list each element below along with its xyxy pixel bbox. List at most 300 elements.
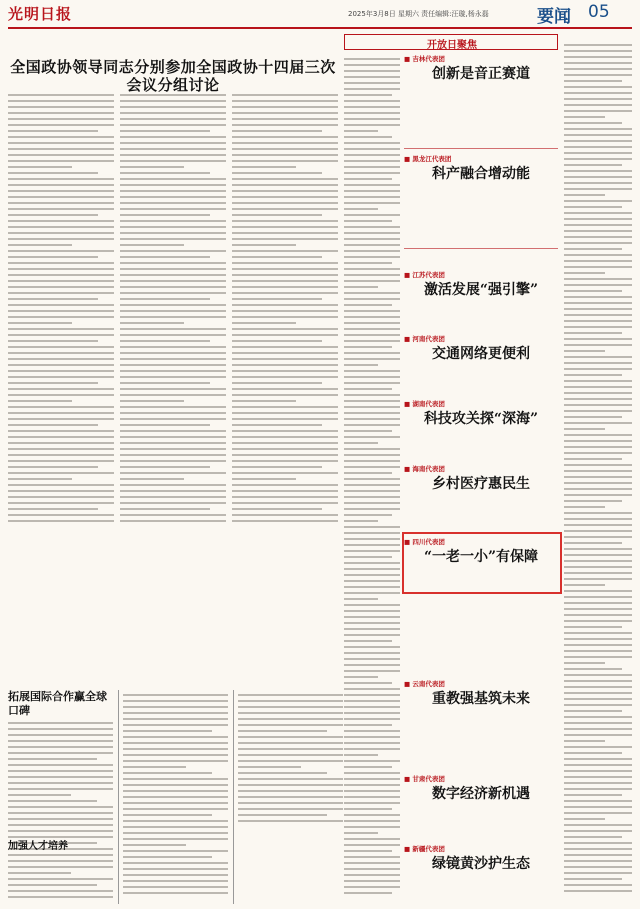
delegation-label: ■ 吉林代表团 <box>404 54 558 63</box>
newspaper-logo: 光明日报 <box>8 5 73 23</box>
text-line <box>564 824 632 826</box>
text-line <box>564 578 632 580</box>
text-line <box>120 322 184 324</box>
text-line <box>8 346 114 348</box>
text-line <box>8 508 98 510</box>
text-line <box>120 484 226 486</box>
text-line <box>344 268 400 270</box>
text-line <box>238 760 343 762</box>
text-line <box>120 94 226 96</box>
text-line <box>344 154 400 156</box>
text-line <box>344 226 400 228</box>
text-line <box>232 382 322 384</box>
text-line <box>232 454 338 456</box>
text-line <box>344 718 400 720</box>
text-line <box>564 380 632 382</box>
text-line <box>232 160 338 162</box>
text-line <box>232 172 322 174</box>
text-line <box>8 118 114 120</box>
text-line <box>564 314 632 316</box>
text-line <box>238 790 343 792</box>
text-column <box>564 40 632 896</box>
text-line <box>344 346 392 348</box>
text-line <box>564 218 632 220</box>
delegation-label: ■ 河南代表团 <box>404 334 558 343</box>
text-line <box>232 130 322 132</box>
text-line <box>344 760 400 762</box>
text-line <box>564 644 632 646</box>
text-line <box>564 374 622 376</box>
report-title: 乡村医疗惠民生 <box>432 476 530 492</box>
text-line <box>564 236 632 238</box>
text-line <box>8 340 98 342</box>
text-line <box>344 118 400 120</box>
text-line <box>8 328 114 330</box>
text-line <box>120 154 226 156</box>
text-line <box>344 418 400 420</box>
text-line <box>120 388 226 390</box>
text-line <box>564 86 632 88</box>
text-line <box>344 886 400 888</box>
text-line <box>344 316 400 318</box>
text-line <box>8 262 114 264</box>
report-title: “一老一小”有保障 <box>423 549 539 565</box>
text-line <box>344 280 400 282</box>
text-line <box>232 502 338 504</box>
text-line <box>232 196 338 198</box>
delegation-report <box>404 844 558 873</box>
text-line <box>344 784 400 786</box>
text-line <box>120 346 226 348</box>
text-line <box>120 364 226 366</box>
text-line <box>232 358 338 360</box>
open-day-report <box>344 34 632 904</box>
text-line <box>8 376 114 378</box>
text-line <box>123 730 212 732</box>
text-line <box>120 172 210 174</box>
text-line <box>344 496 400 498</box>
text-line <box>8 854 113 856</box>
text-line <box>120 136 226 138</box>
report-title: 激活发展“强引擎” <box>423 282 539 298</box>
text-line <box>238 712 343 714</box>
text-line <box>232 256 322 258</box>
text-line <box>120 520 226 522</box>
text-line <box>120 406 226 408</box>
text-line <box>564 434 632 436</box>
text-line <box>238 778 343 780</box>
text-line <box>8 100 114 102</box>
text-line <box>344 172 400 174</box>
text-line <box>232 118 338 120</box>
text-line <box>344 640 392 642</box>
text-line <box>564 356 632 358</box>
text-line <box>232 124 338 126</box>
text-line <box>344 736 400 738</box>
text-line <box>564 470 632 472</box>
text-line <box>564 404 632 406</box>
text-line <box>8 430 114 432</box>
text-line <box>232 406 338 408</box>
text-line <box>120 454 226 456</box>
text-line <box>120 340 210 342</box>
text-line <box>564 200 632 202</box>
text-line <box>344 652 400 654</box>
text-line <box>120 448 226 450</box>
text-line <box>120 508 210 510</box>
text-line <box>8 896 113 898</box>
text-line <box>120 106 226 108</box>
delegation-report <box>404 154 558 183</box>
text-line <box>564 272 605 274</box>
delegation-label: ■ 海南代表团 <box>404 464 558 473</box>
text-line <box>232 412 338 414</box>
text-line <box>232 136 338 138</box>
text-line <box>564 242 632 244</box>
text-line <box>564 872 632 874</box>
text-line <box>123 832 228 834</box>
text-line <box>8 722 113 724</box>
text-line <box>344 112 400 114</box>
text-line <box>564 206 622 208</box>
text-line <box>8 382 98 384</box>
text-line <box>120 178 226 180</box>
delegation-label: ■ 湖南代表团 <box>404 399 558 408</box>
text-line <box>344 436 400 438</box>
text-line <box>564 854 632 856</box>
text-line <box>120 112 226 114</box>
text-line <box>120 166 184 168</box>
text-line <box>120 190 226 192</box>
text-line <box>8 884 97 886</box>
text-line <box>232 274 338 276</box>
text-line <box>8 394 114 396</box>
text-line <box>344 334 400 336</box>
text-line <box>232 298 322 300</box>
text-line <box>344 466 400 468</box>
text-line <box>564 194 605 196</box>
text-line <box>344 178 392 180</box>
text-line <box>344 604 400 606</box>
text-line <box>232 304 338 306</box>
text-line <box>564 836 622 838</box>
article-text <box>123 694 228 894</box>
text-line <box>232 430 338 432</box>
text-line <box>123 814 212 816</box>
text-line <box>564 554 632 556</box>
report-title: 创新是音正赛道 <box>432 66 530 82</box>
text-line <box>238 784 343 786</box>
text-line <box>564 428 605 430</box>
text-line <box>8 478 72 480</box>
text-line <box>123 826 228 828</box>
text-line <box>344 94 392 96</box>
text-line <box>120 514 226 516</box>
text-line <box>344 814 400 816</box>
text-line <box>123 808 228 810</box>
text-line <box>564 740 605 742</box>
text-line <box>232 280 338 282</box>
text-line <box>564 302 632 304</box>
text-line <box>344 406 400 408</box>
text-line <box>232 472 338 474</box>
text-line <box>344 472 392 474</box>
text-line <box>8 310 114 312</box>
text-line <box>8 154 114 156</box>
text-line <box>8 824 113 826</box>
text-line <box>232 232 338 234</box>
text-line <box>232 520 338 522</box>
text-line <box>120 208 226 210</box>
text-line <box>232 208 338 210</box>
text-line <box>344 244 400 246</box>
text-line <box>8 812 113 814</box>
text-line <box>8 502 114 504</box>
text-line <box>564 686 632 688</box>
text-line <box>564 452 632 454</box>
text-line <box>564 494 632 496</box>
open-day-banner <box>344 34 558 50</box>
text-line <box>344 454 400 456</box>
text-line <box>8 412 114 414</box>
text-line <box>8 860 113 862</box>
text-line <box>564 134 632 136</box>
delegation-label: ■ 四川代表团 <box>404 537 558 546</box>
report-title: 绿镜黄沙护生态 <box>432 856 530 872</box>
delegation-report <box>404 464 558 493</box>
text-line <box>564 548 632 550</box>
text-line <box>232 178 338 180</box>
text-line <box>120 400 184 402</box>
text-line <box>8 286 114 288</box>
text-line <box>123 850 228 852</box>
text-line <box>8 172 98 174</box>
text-line <box>564 392 632 394</box>
text-line <box>564 650 632 652</box>
text-line <box>344 694 400 696</box>
text-line <box>564 620 632 622</box>
text-line <box>344 376 400 378</box>
text-line <box>120 244 184 246</box>
article-column <box>8 690 113 902</box>
text-line <box>564 566 632 568</box>
text-line <box>564 602 632 604</box>
text-line <box>123 736 228 738</box>
text-line <box>564 464 632 466</box>
text-line <box>232 394 338 396</box>
text-line <box>344 88 400 90</box>
delegation-label: ■ 甘肃代表团 <box>404 774 558 783</box>
text-line <box>232 316 338 318</box>
text-line <box>344 532 400 534</box>
text-line <box>8 418 114 420</box>
text-line <box>344 292 400 294</box>
text-line <box>8 268 114 270</box>
text-line <box>344 742 400 744</box>
text-line <box>120 118 226 120</box>
text-line <box>123 802 228 804</box>
text-line <box>344 130 378 132</box>
text-line <box>232 94 338 96</box>
text-line <box>344 844 400 846</box>
text-line <box>564 608 632 610</box>
text-line <box>344 820 400 822</box>
text-line <box>238 802 343 804</box>
text-line <box>564 92 632 94</box>
text-line <box>564 788 632 790</box>
text-line <box>123 718 228 720</box>
text-column <box>8 90 114 526</box>
text-line <box>8 142 114 144</box>
text-line <box>123 784 228 786</box>
text-line <box>564 812 632 814</box>
text-line <box>344 310 400 312</box>
text-line <box>120 472 226 474</box>
text-line <box>344 430 392 432</box>
text-line <box>344 688 400 690</box>
text-line <box>8 364 114 366</box>
delegation-report <box>404 399 558 428</box>
text-line <box>564 170 632 172</box>
text-line <box>232 508 322 510</box>
text-line <box>120 328 226 330</box>
text-line <box>344 880 400 882</box>
text-line <box>564 776 632 778</box>
text-line <box>344 850 392 852</box>
text-line <box>120 280 226 282</box>
delegation-label: ■ 江苏代表团 <box>404 270 558 279</box>
text-line <box>238 808 343 810</box>
text-line <box>123 706 228 708</box>
text-line <box>564 488 632 490</box>
text-line <box>344 298 400 300</box>
text-line <box>238 730 327 732</box>
text-line <box>232 328 338 330</box>
text-line <box>564 476 632 478</box>
text-line <box>8 776 113 778</box>
text-column <box>232 90 338 526</box>
text-line <box>120 304 226 306</box>
text-line <box>344 538 400 540</box>
text-line <box>564 290 622 292</box>
text-line <box>344 250 400 252</box>
text-line <box>564 596 632 598</box>
text-line <box>564 398 632 400</box>
text-line <box>344 628 400 630</box>
text-line <box>238 736 343 738</box>
text-line <box>564 758 632 760</box>
text-line <box>8 196 114 198</box>
text-line <box>564 110 632 112</box>
text-line <box>344 286 378 288</box>
text-line <box>123 754 228 756</box>
text-line <box>8 250 114 252</box>
text-line <box>344 214 400 216</box>
article-column <box>238 690 343 826</box>
report-title: 科产融合增动能 <box>432 166 530 182</box>
report-title: 重教强基筑未来 <box>432 691 530 707</box>
text-line <box>120 478 184 480</box>
text-line <box>564 890 632 892</box>
text-line <box>123 766 186 768</box>
text-line <box>564 224 632 226</box>
text-line <box>8 352 114 354</box>
text-line <box>120 268 226 270</box>
text-line <box>344 724 392 726</box>
delegation-label: ■ 黑龙江代表团 <box>404 154 558 163</box>
text-line <box>120 334 226 336</box>
text-line <box>238 748 343 750</box>
text-line <box>8 836 113 838</box>
text-line <box>8 746 113 748</box>
text-line <box>564 266 632 268</box>
text-line <box>564 746 632 748</box>
text-line <box>238 766 301 768</box>
text-line <box>344 772 400 774</box>
text-line <box>232 466 322 468</box>
text-line <box>8 890 113 892</box>
text-line <box>123 892 228 894</box>
text-line <box>344 160 400 162</box>
text-line <box>232 484 338 486</box>
text-line <box>8 496 114 498</box>
text-line <box>120 232 226 234</box>
text-line <box>8 130 98 132</box>
text-line <box>8 800 97 802</box>
text-line <box>238 718 343 720</box>
text-line <box>344 514 392 516</box>
text-line <box>344 790 400 792</box>
text-line <box>344 520 378 522</box>
text-line <box>564 146 632 148</box>
text-line <box>564 188 632 190</box>
text-line <box>8 806 113 808</box>
text-line <box>344 508 400 510</box>
text-line <box>564 806 632 808</box>
report-title: 交通网络更便利 <box>432 346 530 362</box>
text-line <box>238 706 343 708</box>
text-line <box>232 190 338 192</box>
delegation-label: ■ 云南代表团 <box>404 679 558 688</box>
text-line <box>8 728 113 730</box>
text-line <box>564 842 632 844</box>
text-line <box>8 764 113 766</box>
text-line <box>8 740 113 742</box>
text-line <box>8 752 113 754</box>
text-line <box>564 530 632 532</box>
text-line <box>564 662 605 664</box>
text-line <box>232 262 338 264</box>
text-line <box>123 820 228 822</box>
text-line <box>344 616 400 618</box>
text-line <box>232 220 338 222</box>
text-line <box>8 758 97 760</box>
text-line <box>120 442 226 444</box>
text-line <box>8 184 114 186</box>
text-line <box>344 70 400 72</box>
text-line <box>344 274 400 276</box>
text-line <box>120 238 226 240</box>
text-line <box>564 674 632 676</box>
text-line <box>238 814 327 816</box>
text-line <box>564 152 632 154</box>
text-line <box>232 244 296 246</box>
text-line <box>120 430 226 432</box>
text-line <box>564 458 622 460</box>
text-line <box>564 536 632 538</box>
text-line <box>564 710 622 712</box>
text-line <box>564 410 632 412</box>
